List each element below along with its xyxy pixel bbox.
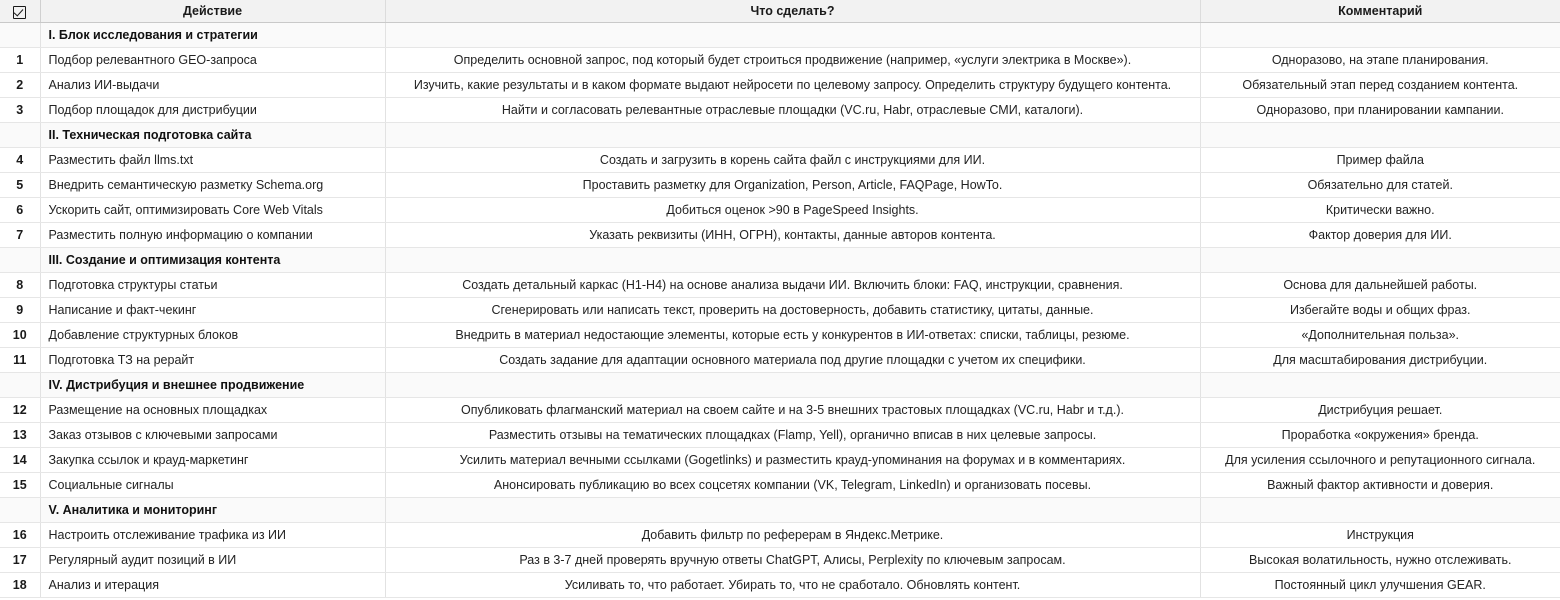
action-cell[interactable]: Внедрить семантическую разметку Schema.org — [40, 172, 385, 197]
table-row[interactable] — [0, 547, 1560, 572]
row-number-cell[interactable] — [0, 497, 40, 522]
table-row[interactable] — [0, 147, 1560, 172]
todo-cell[interactable]: Внедрить в материал недостающие элементы, которые есть у конкурентов в ИИ-ответах: списки, таблицы, резюме. — [385, 322, 1200, 347]
table-row[interactable] — [0, 72, 1560, 97]
todo-cell[interactable]: Анонсировать публикацию во всех соцсетях компании (VK, Telegram, LinkedIn) и организовать посевы. — [385, 472, 1200, 497]
table-row[interactable] — [0, 572, 1560, 597]
row-number-cell[interactable]: 18 — [0, 572, 40, 597]
row-number-cell[interactable]: 7 — [0, 222, 40, 247]
table-row[interactable] — [0, 447, 1560, 472]
comment-cell[interactable] — [1200, 122, 1560, 147]
section-header-row[interactable] — [0, 22, 1560, 47]
todo-cell[interactable]: Указать реквизиты (ИНН, ОГРН), контакты, данные авторов контента. — [385, 222, 1200, 247]
table-row[interactable] — [0, 397, 1560, 422]
todo-cell[interactable]: Сгенерировать или написать текст, проверить на достоверность, добавить статистику, цитаты, данные. — [385, 297, 1200, 322]
table-row[interactable] — [0, 97, 1560, 122]
table-row[interactable] — [0, 422, 1560, 447]
row-number-cell[interactable]: 15 — [0, 472, 40, 497]
table-body — [0, 22, 1560, 597]
row-number-cell[interactable]: 12 — [0, 397, 40, 422]
todo-cell[interactable]: Проставить разметку для Organization, Person, Article, FAQPage, HowTo. — [385, 172, 1200, 197]
comment-cell[interactable]: Проработка «окружения» бренда. — [1200, 422, 1560, 447]
row-number-cell[interactable] — [0, 22, 40, 47]
comment-cell[interactable] — [1200, 22, 1560, 47]
table-row[interactable] — [0, 222, 1560, 247]
table-row[interactable] — [0, 347, 1560, 372]
action-cell[interactable]: Размещение на основных площадках — [40, 397, 385, 422]
comment-cell[interactable]: Одноразово, на этапе планирования. — [1200, 47, 1560, 72]
row-number-cell[interactable]: 4 — [0, 147, 40, 172]
comment-cell[interactable]: Пример файла — [1200, 147, 1560, 172]
row-number-cell[interactable]: 2 — [0, 72, 40, 97]
row-number-cell[interactable]: 17 — [0, 547, 40, 572]
row-number-cell[interactable]: 1 — [0, 47, 40, 72]
todo-cell[interactable] — [385, 122, 1200, 147]
row-number-cell[interactable]: 14 — [0, 447, 40, 472]
todo-cell[interactable]: Разместить отзывы на тематических площадках (Flamp, Yell), органично вписав в них целевые запросы. — [385, 422, 1200, 447]
todo-cell[interactable] — [385, 247, 1200, 272]
section-title-cell[interactable]: III. Создание и оптимизация контента — [40, 247, 385, 272]
row-number-cell[interactable] — [0, 122, 40, 147]
action-cell[interactable]: Разместить файл llms.txt — [40, 147, 385, 172]
row-number-cell[interactable]: 5 — [0, 172, 40, 197]
table-row[interactable] — [0, 322, 1560, 347]
row-number-cell[interactable]: 16 — [0, 522, 40, 547]
action-cell[interactable]: Подготовка структуры статьи — [40, 272, 385, 297]
action-cell[interactable]: Закупка ссылок и крауд-маркетинг — [40, 447, 385, 472]
comment-cell[interactable]: Постоянный цикл улучшения GEAR. — [1200, 572, 1560, 597]
column-header-action[interactable]: Действие — [40, 0, 385, 22]
todo-cell[interactable]: Добиться оценок >90 в PageSpeed Insights. — [385, 197, 1200, 222]
comment-cell[interactable]: Избегайте воды и общих фраз. — [1200, 297, 1560, 322]
action-cell[interactable]: Анализ ИИ-выдачи — [40, 72, 385, 97]
todo-cell[interactable]: Усиливать то, что работает. Убирать то, что не сработало. Обновлять контент. — [385, 572, 1200, 597]
column-header-checkbox[interactable] — [0, 0, 40, 22]
section-header-row[interactable] — [0, 247, 1560, 272]
todo-cell[interactable] — [385, 497, 1200, 522]
comment-cell[interactable] — [1200, 497, 1560, 522]
todo-cell[interactable]: Создать и загрузить в корень сайта файл с инструкциями для ИИ. — [385, 147, 1200, 172]
comment-cell[interactable]: Обязательно для статей. — [1200, 172, 1560, 197]
section-header-row[interactable] — [0, 122, 1560, 147]
checkbox-checked-icon — [13, 6, 26, 19]
header-row — [0, 0, 1560, 22]
todo-cell[interactable]: Усилить материал вечными ссылками (Gogetlinks) и разместить крауд-упоминания на форумах и в комментариях. — [385, 447, 1200, 472]
comment-cell[interactable]: Фактор доверия для ИИ. — [1200, 222, 1560, 247]
todo-cell[interactable] — [385, 372, 1200, 397]
action-cell[interactable]: Добавление структурных блоков — [40, 322, 385, 347]
table-row[interactable] — [0, 172, 1560, 197]
comment-cell[interactable]: Для масштабирования дистрибуции. — [1200, 347, 1560, 372]
section-title-cell[interactable]: II. Техническая подготовка сайта — [40, 122, 385, 147]
comment-cell[interactable]: Высокая волатильность, нужно отслеживать. — [1200, 547, 1560, 572]
column-header-todo[interactable]: Что сделать? — [385, 0, 1200, 22]
row-number-cell[interactable]: 9 — [0, 297, 40, 322]
todo-cell[interactable]: Определить основной запрос, под который будет строиться продвижение (например, «услуги электрика в Москве»). — [385, 47, 1200, 72]
action-cell[interactable]: Подбор релевантного GEO-запроса — [40, 47, 385, 72]
row-number-cell[interactable]: 8 — [0, 272, 40, 297]
comment-cell[interactable]: Дистрибуция решает. — [1200, 397, 1560, 422]
todo-cell[interactable]: Изучить, какие результаты и в каком формате выдают нейросети по целевому запросу. Определить структуру будущего контента. — [385, 72, 1200, 97]
todo-cell[interactable]: Добавить фильтр по реферерам в Яндекс.Метрике. — [385, 522, 1200, 547]
row-number-cell[interactable] — [0, 372, 40, 397]
action-cell[interactable]: Написание и факт-чекинг — [40, 297, 385, 322]
table-row[interactable] — [0, 272, 1560, 297]
comment-cell[interactable]: Для усиления ссылочного и репутационного сигнала. — [1200, 447, 1560, 472]
comment-cell[interactable]: Важный фактор активности и доверия. — [1200, 472, 1560, 497]
todo-cell[interactable]: Опубликовать флагманский материал на своем сайте и на 3-5 внешних трастовых площадках (VC.ru, Habr и т.д.). — [385, 397, 1200, 422]
table-row[interactable] — [0, 522, 1560, 547]
comment-cell[interactable] — [1200, 247, 1560, 272]
comment-cell[interactable]: Основа для дальнейшей работы. — [1200, 272, 1560, 297]
table-row[interactable] — [0, 197, 1560, 222]
action-cell[interactable]: Настроить отслеживание трафика из ИИ — [40, 522, 385, 547]
table-header — [0, 0, 1560, 22]
todo-cell[interactable]: Раз в 3-7 дней проверять вручную ответы ChatGPT, Алисы, Perplexity по ключевым запросам. — [385, 547, 1200, 572]
section-header-row[interactable] — [0, 497, 1560, 522]
action-cell[interactable]: Социальные сигналы — [40, 472, 385, 497]
action-cell[interactable]: Анализ и итерация — [40, 572, 385, 597]
action-cell[interactable]: Заказ отзывов с ключевыми запросами — [40, 422, 385, 447]
comment-cell[interactable]: Одноразово, при планировании кампании. — [1200, 97, 1560, 122]
column-header-comment[interactable]: Комментарий — [1200, 0, 1560, 22]
action-cell[interactable]: Разместить полную информацию о компании — [40, 222, 385, 247]
section-title-cell[interactable]: I. Блок исследования и стратегии — [40, 22, 385, 47]
comment-cell[interactable]: Критически важно. — [1200, 197, 1560, 222]
row-number-cell[interactable]: 6 — [0, 197, 40, 222]
table-row[interactable] — [0, 47, 1560, 72]
todo-cell[interactable] — [385, 22, 1200, 47]
row-number-cell[interactable]: 13 — [0, 422, 40, 447]
action-cell[interactable]: Подбор площадок для дистрибуции — [40, 97, 385, 122]
todo-cell[interactable]: Создать задание для адаптации основного материала под другие площадки с учетом их специфики. — [385, 347, 1200, 372]
table-row[interactable] — [0, 297, 1560, 322]
section-title-cell[interactable]: IV. Дистрибуция и внешнее продвижение — [40, 372, 385, 397]
row-number-cell[interactable] — [0, 247, 40, 272]
row-number-cell[interactable]: 10 — [0, 322, 40, 347]
todo-cell[interactable]: Найти и согласовать релевантные отраслевые площадки (VC.ru, Habr, отраслевые СМИ, каталоги). — [385, 97, 1200, 122]
comment-cell[interactable] — [1200, 372, 1560, 397]
action-cell[interactable]: Подготовка ТЗ на рерайт — [40, 347, 385, 372]
row-number-cell[interactable]: 3 — [0, 97, 40, 122]
action-cell[interactable]: Ускорить сайт, оптимизировать Core Web Vitals — [40, 197, 385, 222]
section-title-cell[interactable]: V. Аналитика и мониторинг — [40, 497, 385, 522]
section-header-row[interactable] — [0, 372, 1560, 397]
row-number-cell[interactable]: 11 — [0, 347, 40, 372]
comment-cell[interactable]: Обязательный этап перед созданием контента. — [1200, 72, 1560, 97]
comment-cell[interactable]: Инструкция — [1200, 522, 1560, 547]
table-row[interactable] — [0, 472, 1560, 497]
action-cell[interactable]: Регулярный аудит позиций в ИИ — [40, 547, 385, 572]
comment-cell[interactable]: «Дополнительная польза». — [1200, 322, 1560, 347]
todo-cell[interactable]: Создать детальный каркас (H1-H4) на основе анализа выдачи ИИ. Включить блоки: FAQ, инструкции, сравнения. — [385, 272, 1200, 297]
